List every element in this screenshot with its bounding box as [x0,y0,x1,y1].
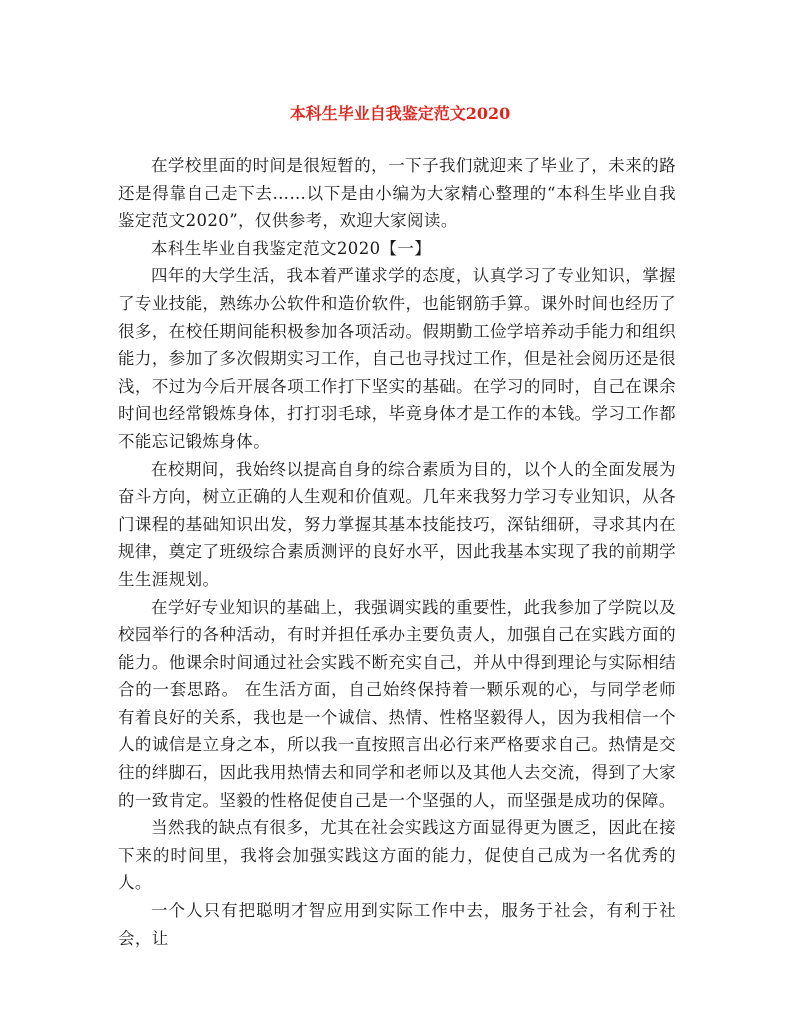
body-paragraph-2: 在校期间，我始终以提高自身的综合素质为目的，以个人的全面发展为奋斗方向，树立正确的人生观和价值观。几年来我努力学习专业知识，从各门课程的基础知识出发，努力掌握其基本技能技巧，深钻细研，寻求其内在规律，奠定了班级综合素质测评的良好水平，因此我基本实现了我的前期学生生涯规划。 [118,459,676,589]
body-paragraph-4: 当然我的缺点有很多，尤其在社会实践这方面显得更为匮乏，因此在接下来的时间里，我将会加强实践这方面的能力，促使自己成为一名优秀的人。 [118,818,676,893]
document-body [118,152,676,952]
body-paragraph-5: 一个人只有把聪明才智应用到实际工作中去，服务于社会，有利于社会，让 [118,901,676,948]
body-paragraph-1: 四年的大学生活，我本着严谨求学的态度，认真学习了专业知识，掌握了专业技能，熟练办公软件和造价软件，也能钢筋手算。课外时间也经历了很多，在校任期间能积极参加各项活动。假期勤工俭学培养动手能力和组织能力，参加了多次假期实习工作，自己也寻找过工作，但是社会阅历还是很浅，不过为今后开展各项工作打下坚实的基础。在学习的同时，自己在课余时间也经常锻炼身体，打打羽毛球，毕竟身体才是工作的本钱。学习工作都不能忘记锻炼身体。 [118,266,676,451]
section-heading: 本科生毕业自我鉴定范文2020【一】 [151,238,432,258]
body-paragraph-3: 在学好专业知识的基础上，我强调实践的重要性，此我参加了学院以及校园举行的各种活动，有时并担任承办主要负责人，加强自己在实践方面的能力。他课余时间通过社会实践不断充实自己，并从中得到理论与实际相结合的一套思路。 在生活方面，自己始终保持着一颗乐观的心，与同学老师有着良好的关系，我也是一个诚信、热情、性格坚毅得人，因为我相信一个人的诚信是立身之本，所以我一直按照言出必行来严格要求自己。热情是交往的绊脚石，因此我用热情去和同学和老师以及其他人去交流，得到了大家的一致肯定。坚毅的性格促使自己是一个坚强的人，而坚强是成功的保障。 [118,597,676,810]
document-title: 本科生毕业自我鉴定范文2020 [289,104,511,123]
intro-paragraph: 在学校里面的时间是很短暂的，一下子我们就迎来了毕业了，未来的路还是得靠自己走下去……以下是由小编为大家精心整理的“本科生毕业自我鉴定范文2020”，仅供参考，欢迎大家阅读。 [118,156,676,231]
